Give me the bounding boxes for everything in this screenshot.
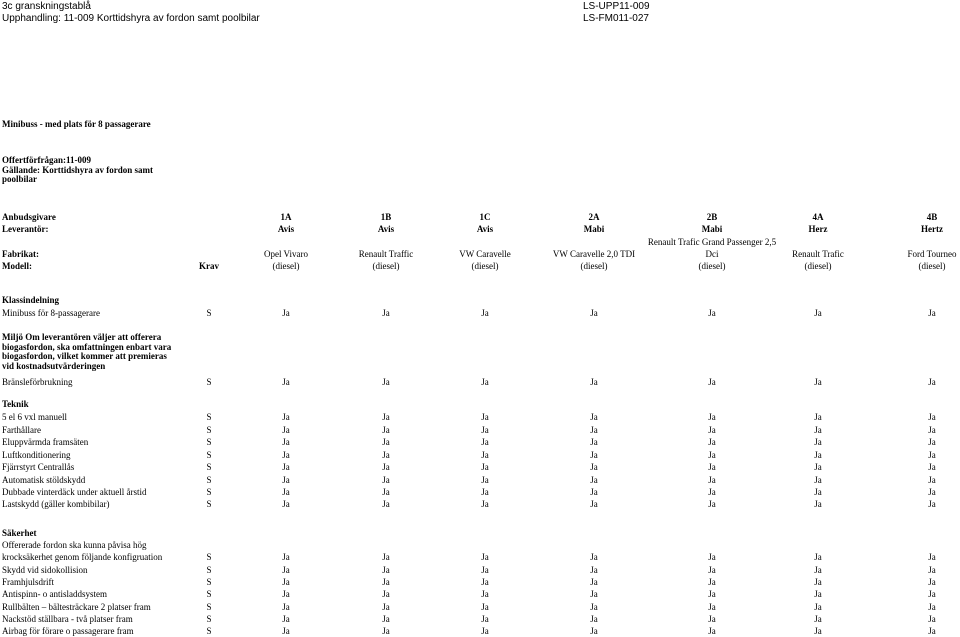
column-supplier: Mabi	[583, 224, 605, 234]
row-value: Ja	[814, 577, 822, 587]
row-value: Ja	[814, 377, 822, 387]
row-label: Minibuss för 8-passagerare	[2, 308, 100, 318]
label-krav: Krav	[199, 261, 219, 271]
row-requirement: S	[206, 377, 212, 387]
row-label: Framhjulsdrift	[2, 577, 54, 587]
column-supplier: Avis	[476, 224, 494, 234]
row-value: Ja	[814, 462, 822, 472]
row-value: Ja	[481, 626, 489, 636]
miljo-line-3: vid kostnadsutvärderingen	[2, 360, 106, 371]
row-value: Ja	[708, 614, 716, 624]
row-value: Ja	[928, 308, 936, 318]
header-title: 3c granskningstablå	[2, 1, 91, 12]
row-value: Ja	[708, 462, 716, 472]
row-value: Ja	[590, 425, 598, 435]
row-value: Ja	[382, 552, 390, 562]
row-requirement: S	[206, 552, 212, 562]
row-value: Ja	[814, 626, 822, 636]
row-value: Ja	[382, 614, 390, 624]
row-value: Ja	[382, 475, 390, 485]
row-value: Ja	[282, 308, 290, 318]
row-value: Ja	[928, 626, 936, 636]
row-value: Ja	[814, 602, 822, 612]
header-doc-id: LS-UPP11-009	[583, 1, 650, 12]
row-label: Dubbade vinterdäck under aktuell årstid	[2, 487, 147, 497]
row-value: Ja	[481, 614, 489, 624]
column-model: (diesel)	[918, 261, 946, 271]
row-value: Ja	[928, 377, 936, 387]
offer-number: Offertförfrågan:11-009	[2, 155, 91, 165]
row-requirement: S	[206, 614, 212, 624]
row-value: Ja	[382, 499, 390, 509]
label-fabrikat: Fabrikat:	[2, 249, 39, 259]
row-label: Nackstöd ställbara - två platser fram	[2, 614, 133, 624]
row-value: Ja	[382, 589, 390, 599]
row-value: Ja	[814, 552, 822, 562]
offer-info	[2, 156, 153, 185]
row-value: Ja	[814, 308, 822, 318]
row-requirement: S	[206, 589, 212, 599]
row-value: Ja	[928, 565, 936, 575]
row-value: Ja	[282, 589, 290, 599]
row-label: Fjärrstyrt Centrallås	[2, 462, 75, 472]
row-requirement: S	[206, 462, 212, 472]
row-value: Ja	[282, 450, 290, 460]
column-code: 1B	[380, 212, 392, 222]
row-value: Ja	[282, 552, 290, 562]
row-value: Ja	[382, 450, 390, 460]
row-requirement: S	[206, 565, 212, 575]
row-label: 5 el 6 vxl manuell	[2, 412, 67, 422]
row-value: Ja	[590, 577, 598, 587]
row-value: Ja	[382, 425, 390, 435]
column-code: 1A	[280, 212, 292, 222]
row-value: Ja	[928, 589, 936, 599]
row-value: Ja	[928, 499, 936, 509]
row-value: Ja	[708, 565, 716, 575]
column-code: 1C	[479, 212, 491, 222]
row-value: Ja	[282, 565, 290, 575]
row-value: Ja	[708, 475, 716, 485]
row-value: Ja	[814, 475, 822, 485]
row-value: Ja	[590, 437, 598, 447]
row-value: Ja	[814, 412, 822, 422]
row-value: Ja	[814, 499, 822, 509]
row-value: Ja	[590, 475, 598, 485]
row-value: Ja	[708, 552, 716, 562]
row-value: Ja	[590, 462, 598, 472]
row-label: krocksäkerhet genom följande konfigruation	[2, 552, 163, 562]
column-code: 2A	[588, 212, 600, 222]
row-value: Ja	[382, 577, 390, 587]
header-form-id: LS-FM011-027	[583, 13, 649, 24]
row-value: Ja	[382, 412, 390, 422]
row-value: Ja	[590, 626, 598, 636]
column-make: Dci	[705, 249, 719, 259]
row-value: Ja	[708, 450, 716, 460]
row-value: Ja	[481, 487, 489, 497]
row-value: Ja	[282, 412, 290, 422]
row-label: Farthållare	[2, 425, 41, 435]
row-value: Ja	[481, 475, 489, 485]
column-model: (diesel)	[580, 261, 608, 271]
row-requirement: S	[206, 626, 212, 636]
row-value: Ja	[481, 437, 489, 447]
row-value: Ja	[708, 499, 716, 509]
document-title: Minibuss - med plats för 8 passagerare	[2, 119, 151, 129]
row-requirement: S	[206, 437, 212, 447]
row-label: Skydd vid sidokollision	[2, 565, 88, 575]
row-value: Ja	[928, 614, 936, 624]
row-label: Automatisk stöldskydd	[2, 475, 86, 485]
row-label: Antispinn- o antisladdsystem	[2, 589, 107, 599]
row-value: Ja	[814, 565, 822, 575]
column-make: Opel Vivaro	[263, 249, 309, 259]
row-value: Ja	[590, 487, 598, 497]
row-value: Ja	[928, 487, 936, 497]
row-value: Ja	[282, 614, 290, 624]
row-value: Ja	[282, 487, 290, 497]
row-value: Ja	[590, 602, 598, 612]
row-value: Ja	[481, 602, 489, 612]
row-value: Ja	[481, 450, 489, 460]
section-klassindelning: Klassindelning	[2, 295, 60, 305]
column-make: Renault Traffic	[358, 249, 414, 259]
column-model: (diesel)	[804, 261, 832, 271]
label-anbudsgivare: Anbudsgivare	[2, 212, 56, 222]
row-requirement: S	[206, 308, 212, 318]
row-value: Ja	[481, 552, 489, 562]
row-label: Bränsleförbrukning	[2, 377, 73, 387]
row-requirement: S	[206, 499, 212, 509]
row-value: Ja	[282, 626, 290, 636]
row-value: Ja	[481, 565, 489, 575]
row-value: Ja	[590, 589, 598, 599]
row-value: Ja	[481, 425, 489, 435]
row-value: Ja	[814, 614, 822, 624]
row-requirement: S	[206, 425, 212, 435]
column-make: VW Caravelle	[459, 249, 511, 259]
header-subtitle: Upphandling: 11-009 Korttidshyra av fordon samt poolbilar	[2, 13, 260, 24]
row-value: Ja	[590, 308, 598, 318]
row-value: Ja	[814, 589, 822, 599]
row-value: Ja	[708, 377, 716, 387]
row-value: Ja	[481, 499, 489, 509]
row-value: Ja	[282, 425, 290, 435]
label-leverantor: Leverantör:	[2, 224, 49, 234]
row-value: Ja	[928, 552, 936, 562]
row-value: Ja	[282, 602, 290, 612]
row-label: Luftkonditionering	[2, 450, 71, 460]
row-value: Ja	[481, 577, 489, 587]
row-value: Ja	[928, 602, 936, 612]
row-value: Ja	[481, 308, 489, 318]
row-value: Ja	[928, 462, 936, 472]
row-value: Ja	[481, 377, 489, 387]
column-make-line1: Renault Trafic Grand Passenger 2,5	[647, 237, 777, 247]
row-requirement: S	[206, 475, 212, 485]
column-model: (diesel)	[272, 261, 300, 271]
row-value: Ja	[382, 602, 390, 612]
row-label: Rullbälten – bältesträckare 2 platser fram	[2, 602, 151, 612]
miljo-title: Miljö Om leverantören väljer att offerera	[2, 332, 162, 342]
row-value: Ja	[708, 437, 716, 447]
row-requirement: S	[206, 450, 212, 460]
row-value: Ja	[282, 577, 290, 587]
row-label: Airbag för förare o passagerare fram	[2, 626, 134, 636]
row-value: Ja	[282, 437, 290, 447]
column-supplier: Hertz	[921, 224, 943, 234]
row-value: Ja	[382, 462, 390, 472]
column-code: 2B	[706, 212, 718, 222]
row-value: Ja	[382, 626, 390, 636]
row-value: Ja	[382, 487, 390, 497]
column-code: 4A	[812, 212, 824, 222]
row-value: Ja	[708, 626, 716, 636]
row-value: Ja	[481, 462, 489, 472]
row-requirement: S	[206, 412, 212, 422]
row-value: Ja	[708, 412, 716, 422]
offer-subject: Gällande: Korttidshyra av fordon samt	[2, 164, 154, 175]
row-value: Ja	[928, 577, 936, 587]
row-value: Ja	[590, 499, 598, 509]
row-requirement: S	[206, 602, 212, 612]
row-value: Ja	[590, 412, 598, 422]
row-value: Ja	[708, 487, 716, 497]
row-value: Ja	[814, 487, 822, 497]
row-value: Ja	[928, 437, 936, 447]
column-model: (diesel)	[471, 261, 499, 271]
row-value: Ja	[814, 450, 822, 460]
row-value: Ja	[928, 412, 936, 422]
row-value: Ja	[708, 589, 716, 599]
row-value: Ja	[708, 577, 716, 587]
row-value: Ja	[481, 589, 489, 599]
column-supplier: Avis	[377, 224, 395, 234]
miljo-line-2: biogasfordon, vilket kommer att premieras	[2, 351, 167, 362]
sakerhet-intro: Offererade fordon ska kunna påvisa hög	[2, 540, 147, 550]
row-value: Ja	[382, 377, 390, 387]
row-value: Ja	[282, 462, 290, 472]
row-requirement: S	[206, 577, 212, 587]
row-value: Ja	[708, 602, 716, 612]
row-value: Ja	[590, 450, 598, 460]
row-value: Ja	[282, 499, 290, 509]
column-code: 4B	[926, 212, 938, 222]
miljo-line-1: biogasfordon, ska omfattningen enbart vara	[2, 341, 172, 352]
row-label: Eluppvärmda framsäten	[2, 437, 89, 447]
column-make: VW Caravelle 2,0 TDI	[552, 249, 636, 259]
column-model: (diesel)	[372, 261, 400, 271]
row-label: Lastskydd (gäller kombibilar)	[2, 499, 110, 509]
row-value: Ja	[928, 475, 936, 485]
column-make: Renault Trafic	[792, 249, 844, 259]
column-supplier: Avis	[277, 224, 295, 234]
row-value: Ja	[282, 475, 290, 485]
section-sakerhet: Säkerhet	[2, 528, 37, 538]
row-value: Ja	[590, 552, 598, 562]
offer-subject-cont: poolbilar	[2, 174, 38, 185]
row-value: Ja	[382, 437, 390, 447]
row-value: Ja	[481, 412, 489, 422]
row-value: Ja	[928, 425, 936, 435]
section-teknik: Teknik	[2, 399, 29, 409]
column-supplier: Mabi	[701, 224, 723, 234]
row-value: Ja	[590, 565, 598, 575]
row-value: Ja	[590, 614, 598, 624]
row-value: Ja	[708, 308, 716, 318]
row-requirement: S	[206, 487, 212, 497]
row-value: Ja	[590, 377, 598, 387]
section-miljo	[2, 333, 171, 371]
column-model: (diesel)	[698, 261, 726, 271]
column-supplier: Herz	[808, 224, 828, 234]
row-value: Ja	[928, 450, 936, 460]
row-value: Ja	[382, 565, 390, 575]
row-value: Ja	[814, 437, 822, 447]
row-value: Ja	[282, 377, 290, 387]
row-value: Ja	[382, 308, 390, 318]
column-make: Ford Tourneo	[907, 249, 957, 259]
row-value: Ja	[708, 425, 716, 435]
label-modell: Modell:	[2, 261, 32, 271]
row-value: Ja	[814, 425, 822, 435]
